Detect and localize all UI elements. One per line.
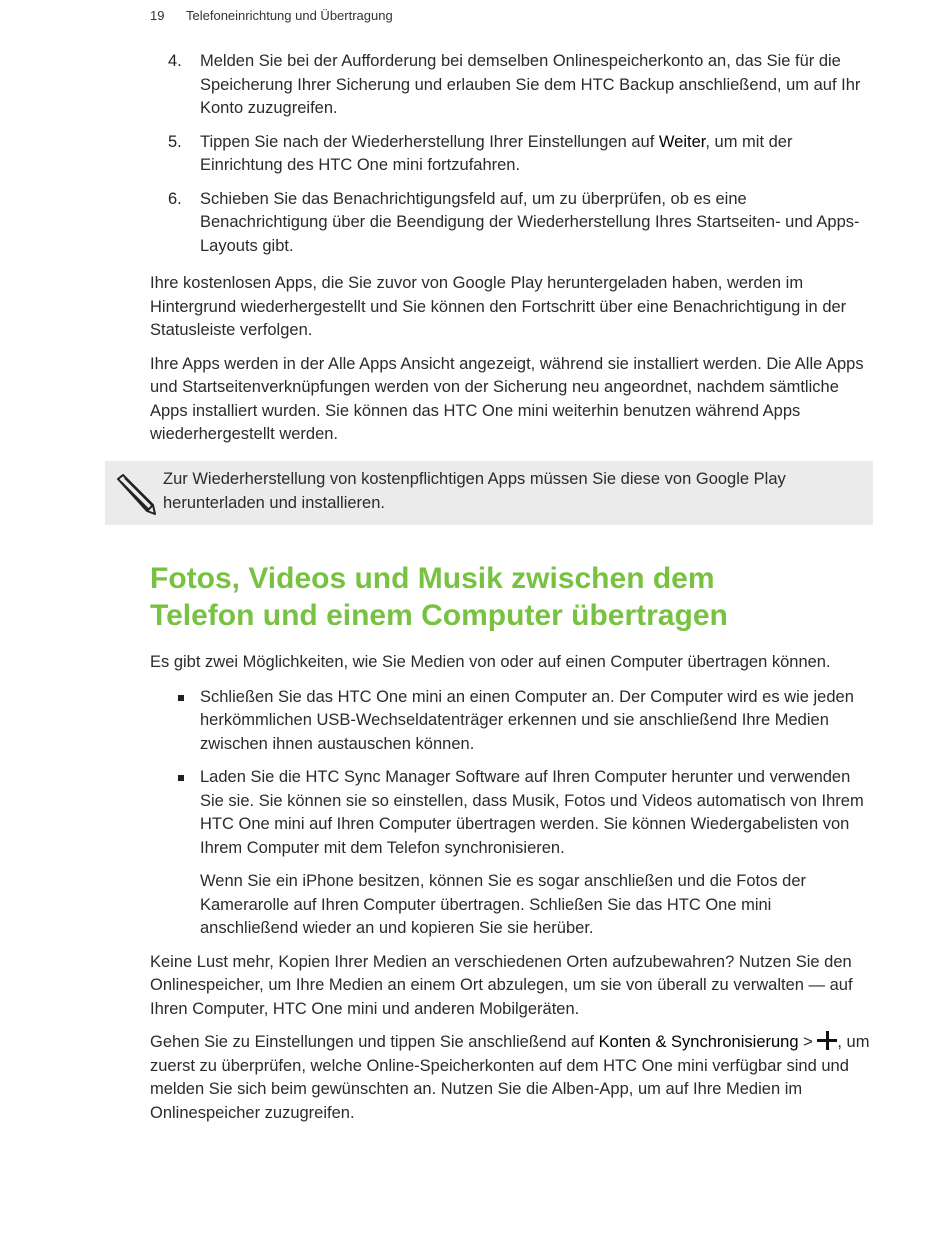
step-text-part: , um mit der Einrichtung des HTC One mini fortzufahren. <box>200 132 793 174</box>
paragraph: Ihre Apps werden in der Alle Apps Ansicht angezeigt, während sie installiert werden. Die Alle Apps und Startseitenverknüpfungen werden von der Sicherung neu angeordnet, nachdem sämtliche Apps installiert wurden. Sie können das HTC One mini weiterhin benutzen während Apps wiederhergestellt werden. <box>150 354 864 443</box>
accounts-sync-label: Konten & Synchronisierung <box>598 1033 799 1051</box>
heading-line-1: Fotos, Videos und Musik zwischen dem <box>150 562 715 595</box>
intro-paragraph: Es gibt zwei Möglichkeiten, wie Sie Medien von oder auf einen Computer übertragen können. <box>150 653 831 671</box>
settings-paragraph <box>150 1031 872 1125</box>
list-item <box>150 686 872 757</box>
step-text: Melden Sie bei der Aufforderung bei demselben Onlinespeicherkonto an, das Sie für die Speicherung Ihrer Sicherung und erlauben Sie dem HTC Backup anschließend, um auf Ihr Konto zuzugreifen. <box>200 52 861 117</box>
weiter-label: Weiter <box>658 132 706 151</box>
step-number: 4. <box>168 52 182 70</box>
step-text <box>200 131 872 178</box>
section-heading <box>150 560 872 634</box>
bullet-text: Laden Sie die HTC Sync Manager Software auf Ihren Computer herunter und verwenden Sie sie. Sie können sie so einstellen, dass Musik, Fotos und Videos automatisch von Ihrem HTC One mini auf Ihren Computer übertragen werden. Sie können Wiedergabelisten von Ihrem Computer mit dem Telefon synchronisieren. <box>200 768 864 857</box>
pencil-icon <box>113 471 159 517</box>
step-item <box>150 131 872 178</box>
bullet-text: Schließen Sie das HTC One mini an einen Computer an. Der Computer wird es wie jeden herkömmlichen USB-Wechseldatenträger erkennen und sie anschließend Ihre Medien zwischen ihnen austauschen können. <box>200 687 854 753</box>
transfer-section <box>150 651 872 1135</box>
heading-line-2: Telefon und einem Computer übertragen <box>150 599 728 632</box>
list-item <box>150 766 872 860</box>
note-box <box>105 461 873 525</box>
step-number: 6. <box>168 189 182 208</box>
bullet-marker <box>150 766 200 860</box>
iphone-paragraph: Wenn Sie ein iPhone besitzen, können Sie es sogar anschließen und die Fotos der Kamerarolle auf Ihren Computer übertragen. Schließen Sie das HTC One mini anschließend wieder an und kopieren Sie sie herüber. <box>200 872 806 937</box>
step-number: 5. <box>168 132 182 151</box>
plus-icon <box>817 1031 837 1049</box>
step-text: Schieben Sie das Benachrichtigungsfeld auf, um zu überprüfen, ob es eine Benachrichtigung über die Beendigung der Wiederherstellung Ihres Startseiten- und Apps-Layouts gibt. <box>200 189 860 255</box>
section-title: Telefoneinrichtung und Übertragung <box>186 8 393 23</box>
step-text-part: Tippen Sie nach der Wiederherstellung Ihrer Einstellungen auf <box>200 132 659 151</box>
steps-section <box>150 50 872 457</box>
step-item <box>150 50 872 121</box>
paragraph: Ihre kostenlosen Apps, die Sie zuvor von Google Play heruntergeladen haben, werden im Hintergrund wiederhergestellt und Sie können den Fortschritt über eine Benachrichtigung in der Statusleiste verfolgen. <box>150 274 847 339</box>
bullet-marker <box>150 686 200 757</box>
page-number: 19 <box>150 8 165 23</box>
separator: > <box>798 1033 818 1051</box>
note-text: Zur Wiederherstellung von kostenpflichtigen Apps müssen Sie diese von Google Play herunterladen und installieren. <box>163 470 786 512</box>
page-header <box>150 8 393 23</box>
cloud-paragraph: Keine Lust mehr, Kopien Ihrer Medien an verschiedenen Orten aufzubewahren? Nutzen Sie den Onlinespeicher, um Ihre Medien an einem Ort abzulegen, um sie von überall zu verwalten — auf Ihren Computer, HTC One mini und anderen Mobilgeräten. <box>150 952 853 1018</box>
step-item <box>150 188 872 259</box>
settings-text: , um zuerst zu überprüfen, welche Online-Speicherkonten auf dem HTC One mini verfügbar sind und melden Sie sich beim gewünschten an. Nutzen Sie die Alben-App, um auf Ihre Medien im Onlinespeicher zuzugreifen. <box>150 1033 870 1122</box>
settings-text: Gehen Sie zu Einstellungen und tippen Sie anschließend auf <box>150 1033 599 1051</box>
